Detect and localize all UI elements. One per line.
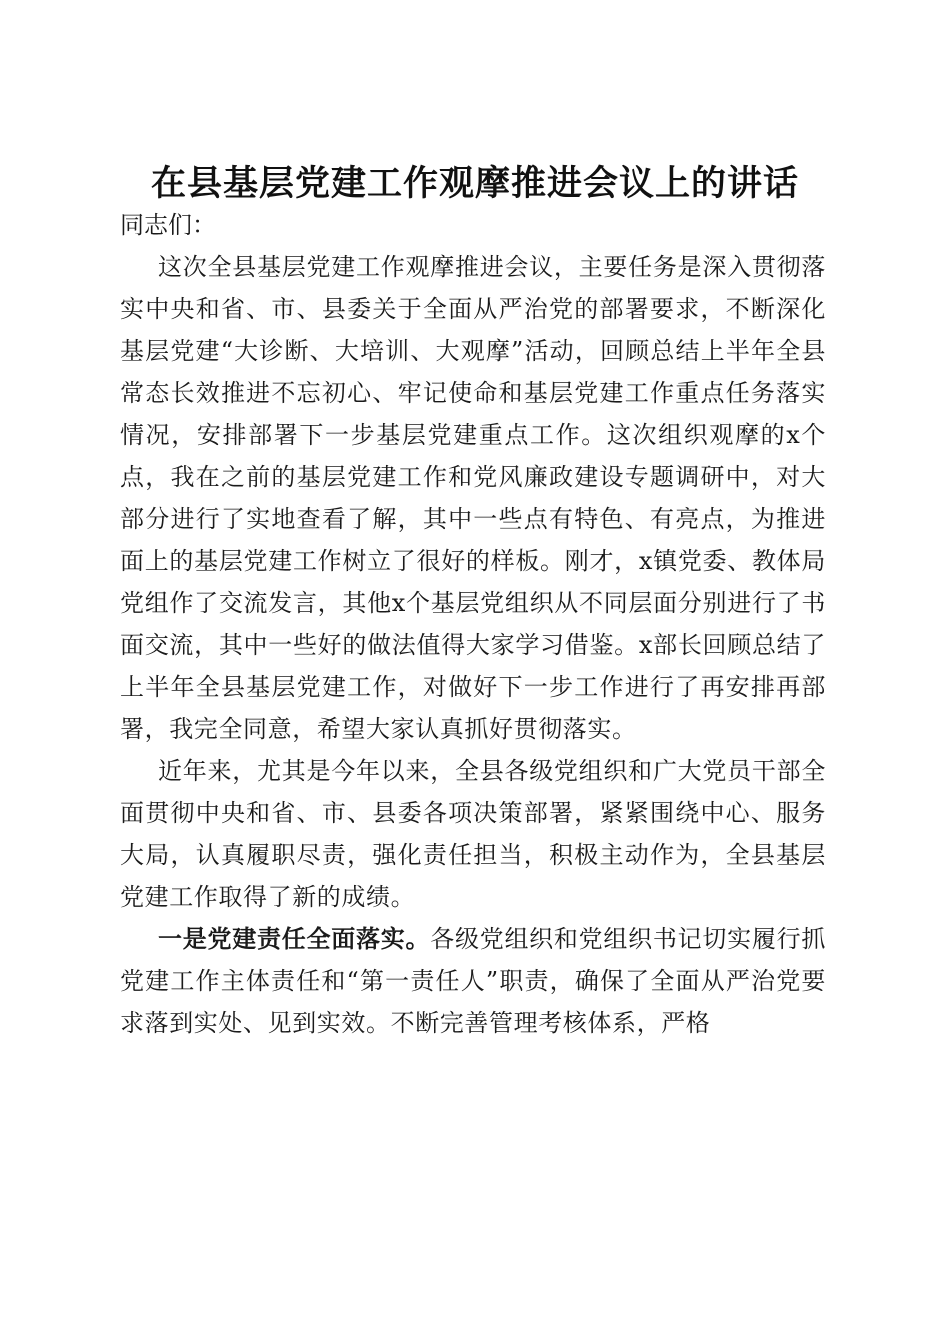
paragraph-intro <box>120 246 826 750</box>
paragraph-achievements <box>120 750 826 918</box>
paragraph-text: 这次全县基层党建工作观摩推进会议，主要任务是深入贯彻落实中央和省、市、县委关于全面从严治党的部署要求，不断深化基层党建“大诊断、大培训、大观摩”活动，回顾总结上半年全县常态长效推进不忘初心、牢记使命和基层党建工作重点任务落实情况，安排部署下一步基层党建重点工作。这次组织观摩的x个点，我在之前的基层党建工作和党风廉政建设专题调研中，对大部分进行了实地查看了解，其中一些点有特色、有亮点，为推进面上的基层党建工作树立了很好的样板。刚才，x镇党委、教体局党组作了交流发言，其他x个基层党组织从不同层面分别进行了书面交流，其中一些好的做法值得大家学习借鉴。x部长回顾总结了上半年全县基层党建工作，对做好下一步工作进行了再安排再部署，我完全同意，希望大家认真抓好贯彻落实。 <box>120 253 826 743</box>
document-body <box>120 204 826 1044</box>
salutation: 同志们： <box>120 211 216 239</box>
paragraph-text: 近年来，尤其是今年以来，全县各级党组织和广大党员干部全面贯彻中央和省、市、县委各项决策部署，紧紧围绕中心、服务大局，认真履职尽责，强化责任担当，积极主动作为，全县基层党建工作取得了新的成绩。 <box>120 757 826 911</box>
paragraph-text: 各级党组织和党组织书记切实履行抓党建工作主体责任和“第一责任人”职责，确保了全面从严治党要求落到实处、见到实效。不断完善管理考核体系，严格 <box>120 925 826 1037</box>
paragraph-point-one <box>120 918 826 1044</box>
paragraph-lead-heading: 一是党建责任全面落实。 <box>158 924 431 953</box>
document-title: 在县基层党建工作观摩推进会议上的讲话 <box>150 163 799 205</box>
